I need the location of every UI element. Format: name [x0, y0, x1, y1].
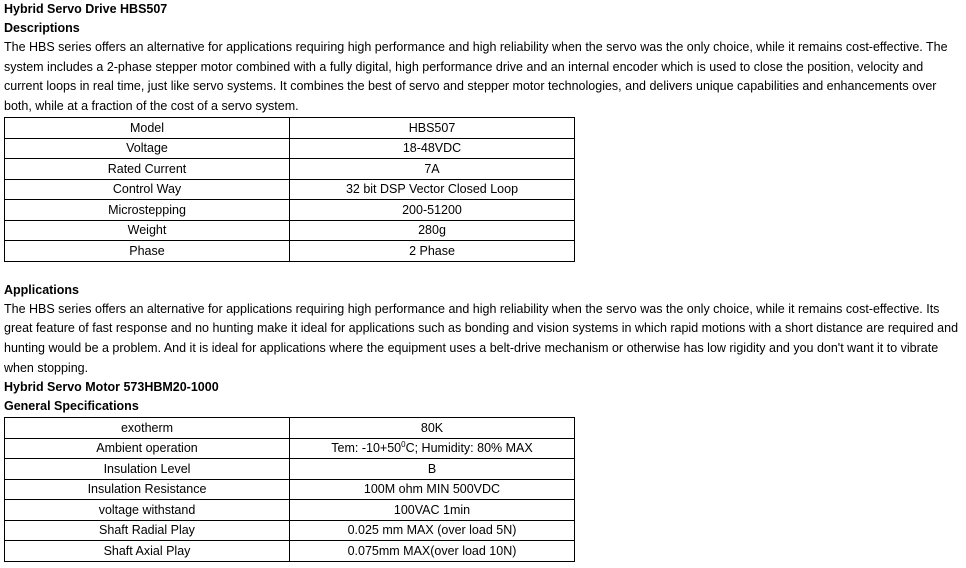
applications-heading: Applications	[4, 282, 80, 297]
table-row	[5, 541, 575, 562]
descriptions-heading: Descriptions	[4, 21, 80, 35]
table-row	[5, 520, 575, 541]
spec-label: Shaft Axial Play	[5, 541, 290, 562]
spec-value: 100VAC 1min	[290, 500, 575, 521]
applications-text: The HBS series offers an alternative for applications requiring high performance and high reliability when the servo was the only choice, while it remains cost-effective. Its great feature of fast response and no hunting make it ideal for applications such as bonding and vision systems in which rapid motions with a short distance are required and hunting would be a problem. And it is ideal for applications where the equipment uses a belt-drive mechanism or otherwise has low rigidity and you don't want it to vibrate when stopping.	[4, 301, 959, 375]
spec-label: Weight	[5, 220, 290, 241]
drive-spec-table	[4, 117, 575, 262]
table-row	[5, 500, 575, 521]
spec-label: Microstepping	[5, 200, 290, 221]
spec-label: voltage withstand	[5, 500, 290, 521]
descriptions-text: The HBS series offers an alternative for applications requiring high performance and high reliability when the servo was the only choice, while it remains cost-effective. The system includes a 2-phase stepper motor combined with a fully digital, high performance drive and an internal encoder which is used to close the position, velocity and current loops in real time, just like servo systems. It combines the best of servo and stepper motor technologies, and delivers unique capabilities and enhancements over both, while at a fraction of the cost of a servo system.	[4, 40, 948, 113]
table-row	[5, 241, 575, 262]
spec-label: Rated Current	[5, 159, 290, 180]
motor-spec-table	[4, 417, 575, 562]
spec-value: 0.075mm MAX(over load 10N)	[290, 541, 575, 562]
drive-title: Hybrid Servo Drive HBS507	[4, 2, 168, 16]
spec-value: 32 bit DSP Vector Closed Loop	[290, 179, 575, 200]
motor-title: Hybrid Servo Motor 573HBM20-1000	[4, 380, 219, 395]
general-spec-heading: General Specifications	[4, 399, 139, 414]
table-row	[5, 459, 575, 480]
spec-value: HBS507	[290, 118, 575, 139]
table-row	[5, 479, 575, 500]
spec-value	[290, 438, 575, 459]
table-row	[5, 418, 575, 439]
spec-label: Shaft Radial Play	[5, 520, 290, 541]
ambient-value-pre: Tem: -10+50	[331, 441, 402, 455]
spec-value: 7A	[290, 159, 575, 180]
table-row	[5, 200, 575, 221]
spec-label: Insulation Level	[5, 459, 290, 480]
spec-label: Model	[5, 118, 290, 139]
spec-label: Control Way	[5, 179, 290, 200]
table-row	[5, 438, 575, 459]
table-row	[5, 179, 575, 200]
spec-label: Voltage	[5, 138, 290, 159]
table-row	[5, 138, 575, 159]
ambient-value-post: C; Humidity: 80% MAX	[405, 441, 533, 455]
spec-value: 80K	[290, 418, 575, 439]
spec-label: Ambient operation	[5, 438, 290, 459]
spec-label: exotherm	[5, 418, 290, 439]
spec-value: 0.025 mm MAX (over load 5N)	[290, 520, 575, 541]
spec-label: Phase	[5, 241, 290, 262]
table-row	[5, 220, 575, 241]
table-row	[5, 118, 575, 139]
spec-value: 200-51200	[290, 200, 575, 221]
spec-value: B	[290, 459, 575, 480]
spec-value: 2 Phase	[290, 241, 575, 262]
degree-superscript: 0	[401, 439, 406, 449]
spec-value: 18-48VDC	[290, 138, 575, 159]
spec-value: 100M ohm MIN 500VDC	[290, 479, 575, 500]
table-row	[5, 159, 575, 180]
spacer	[4, 262, 962, 281]
spec-label: Insulation Resistance	[5, 479, 290, 500]
spec-value: 280g	[290, 220, 575, 241]
